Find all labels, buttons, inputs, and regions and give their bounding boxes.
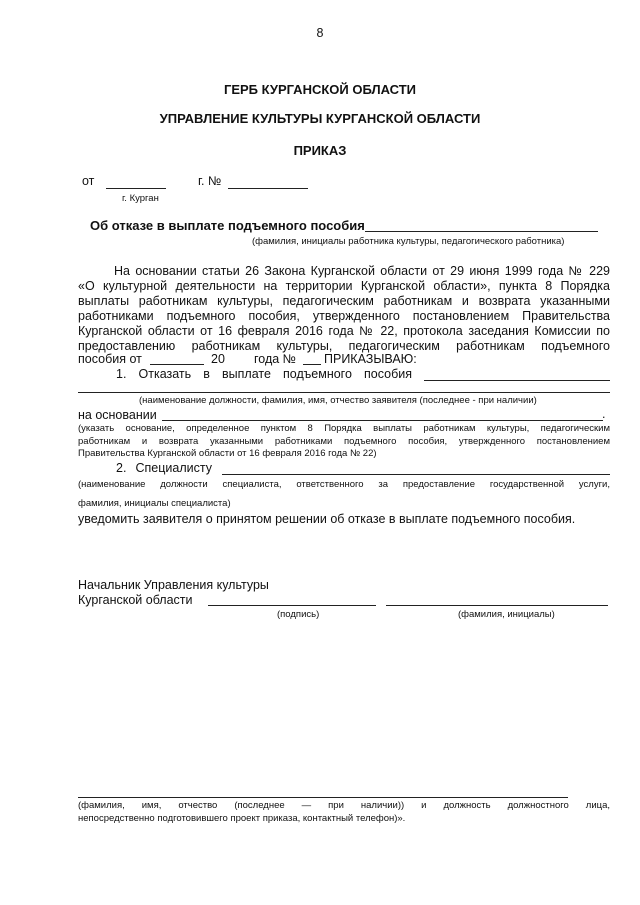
basis-last-from: пособия от	[78, 352, 142, 366]
footnote-line1: (фамилия, имя, отчество (последнее — при наличии)) и должность должностного лица,	[78, 800, 610, 811]
item1-blank-inline	[424, 380, 610, 381]
basis-line: выплаты работникам культуры, педагогическим работникам и возврата указанными	[78, 294, 610, 308]
name-blank	[386, 605, 608, 606]
item2-hint-line1: (наименование должности специалиста, ответственного за предоставление государственной услуги,	[78, 479, 610, 490]
item1-basis-label: на основании	[78, 408, 157, 422]
item1-label: 1. Отказать в выплате подъемного пособия	[116, 367, 412, 381]
signature-position-2: Курганской области	[78, 593, 193, 607]
subject-title: Об отказе в выплате подъемного пособия	[90, 218, 365, 233]
basis-number-blank	[303, 364, 321, 365]
basis-line: работниками подъемного пособия, утвержденного постановлением Правительства	[78, 309, 610, 323]
basis-day-blank	[150, 364, 204, 365]
name-hint: (фамилия, инициалы)	[458, 609, 555, 620]
department-title: УПРАВЛЕНИЕ КУЛЬТУРЫ КУРГАНСКОЙ ОБЛАСТИ	[159, 111, 481, 126]
footnote-blank	[78, 797, 568, 798]
basis-year-prefix: 20	[211, 352, 225, 366]
page-number: 8	[316, 26, 324, 40]
basis-paragraph	[78, 279, 610, 354]
date-blank	[106, 188, 166, 189]
number-blank	[228, 188, 308, 189]
basis-year-label: года №	[254, 352, 297, 366]
basis-line: «О культурной деятельности на территории Курганской области», пункта 8 Порядка	[78, 279, 610, 293]
item1-basis-end: .	[602, 407, 606, 421]
basis-line: предоставлению работникам культуры, педагогическим работникам подъемного	[78, 339, 610, 353]
date-from-label: от	[82, 174, 95, 188]
signature-position-1: Начальник Управления культуры	[78, 578, 269, 592]
item1-basis-hint	[78, 423, 610, 461]
subject-blank	[365, 231, 598, 232]
item2-hint-line2: фамилия, инициалы специалиста)	[78, 498, 231, 509]
hint-line: работникам и возврата указанными работниками подъемного пособия, утвержденного постановлением	[78, 435, 610, 447]
order-word: ПРИКАЗЫВАЮ:	[324, 352, 417, 366]
item1-hint: (наименование должности, фамилия, имя, отчество заявителя (последнее - при наличии)	[139, 395, 537, 406]
item2-blank	[222, 474, 610, 475]
hint-line: (указать основание, определенное пунктом 8 Порядка выплаты работникам культуры, педагогическим	[78, 423, 610, 434]
item1-blank-full	[78, 392, 610, 393]
signature-blank	[208, 605, 376, 606]
city-label: г. Курган	[122, 193, 159, 204]
item2-text: уведомить заявителя о принятом решении об отказе в выплате подъемного пособия.	[78, 512, 576, 526]
hint-line: Правительства Курганской области от 16 февраля 2016 года № 22)	[78, 448, 377, 459]
item1-basis-blank	[162, 420, 603, 421]
basis-line: Курганской области от 16 февраля 2016 года № 22, протокола заседания Комиссии по	[78, 324, 610, 338]
item2-label: 2. Специалисту	[116, 461, 212, 475]
number-label: г. №	[198, 174, 222, 188]
basis-line: На основании статьи 26 Закона Курганской области от 29 июня 1999 года № 229	[114, 264, 610, 278]
signature-hint: (подпись)	[277, 609, 320, 620]
coat-of-arms-title: ГЕРБ КУРГАНСКОЙ ОБЛАСТИ	[223, 82, 417, 97]
subject-hint: (фамилия, инициалы работника культуры, педагогического работника)	[252, 236, 565, 247]
doc-type-title: ПРИКАЗ	[293, 143, 347, 158]
footnote-line2: непосредственно подготовившего проект приказа, контактный телефон)».	[78, 813, 406, 824]
